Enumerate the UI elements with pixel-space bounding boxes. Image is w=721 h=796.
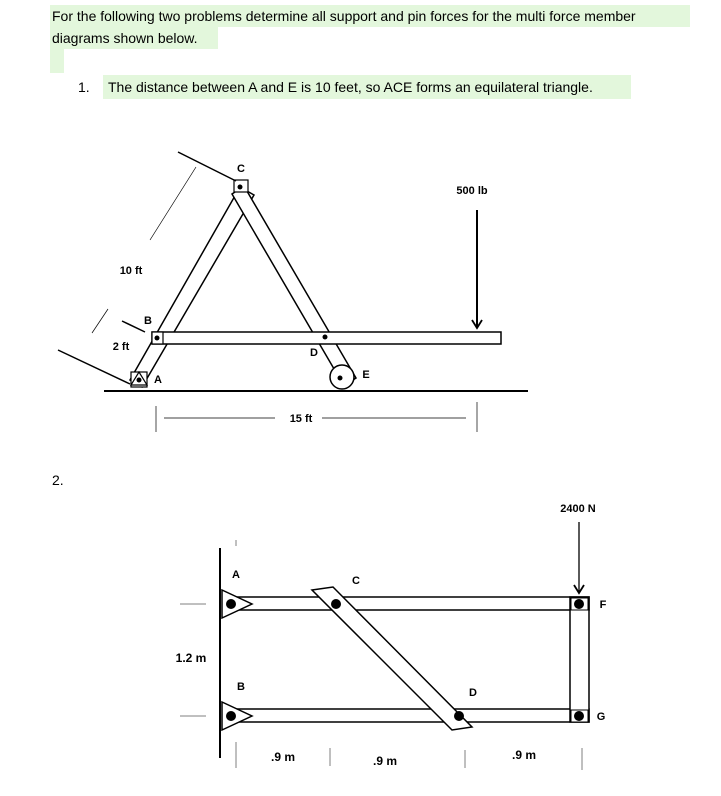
label-b: B (237, 681, 245, 693)
intro-line-1: For the following two problems determine all support and pin forces for the multi force member (52, 8, 636, 24)
pin-a (226, 599, 236, 609)
label-10ft: 10 ft (119, 265, 143, 277)
intro-line-2: diagrams shown below. (52, 30, 198, 46)
pin-c (331, 599, 341, 609)
support-a-pin (137, 378, 142, 383)
problem2-number: 2. (52, 472, 64, 488)
label-15ft: 15 ft (289, 413, 313, 425)
label-c: C (237, 163, 245, 175)
dim-2ft-tick-bottom (58, 350, 130, 384)
label-2ft: 2 ft (112, 341, 130, 353)
label-e: E (362, 369, 370, 381)
label-c: C (352, 575, 360, 587)
label-span-2: .9 m (372, 754, 398, 768)
label-g: G (596, 711, 606, 723)
member-fg (570, 597, 589, 722)
problem1-number: 1. (78, 79, 90, 95)
member-bg (236, 709, 589, 722)
dim-10ft-line (150, 167, 196, 240)
member-ac (130, 187, 254, 387)
pin-d (454, 711, 464, 721)
pin-b (226, 711, 236, 721)
label-2400n: 2400 N (560, 503, 596, 515)
pin-c (238, 185, 243, 190)
support-e-pin (338, 376, 343, 381)
label-a: A (154, 374, 162, 386)
label-1-2m: 1.2 m (175, 651, 207, 665)
label-d: D (310, 347, 318, 359)
problem1-statement: The distance between A and E is 10 feet, so ACE forms an equilateral triangle. (108, 79, 593, 95)
member-ce (232, 186, 356, 386)
label-a: A (232, 569, 240, 581)
pin-b (155, 336, 160, 341)
label-f: F (599, 599, 607, 611)
dim-2ft-line (92, 309, 108, 333)
label-b: B (144, 315, 152, 327)
problem2-diagram (176, 503, 607, 770)
problem1-diagram (58, 152, 528, 432)
pin-d (323, 335, 328, 340)
member-af (236, 597, 589, 610)
pin-g (574, 711, 584, 721)
dim-2ft-tick-top (122, 321, 145, 332)
label-d: D (469, 687, 477, 699)
label-500lb: 500 lb (456, 185, 488, 197)
pin-f (574, 599, 584, 609)
label-span-3: .9 m (511, 748, 537, 762)
label-span-1: .9 m (270, 750, 296, 764)
dim-10ft-tick-top (178, 152, 236, 181)
